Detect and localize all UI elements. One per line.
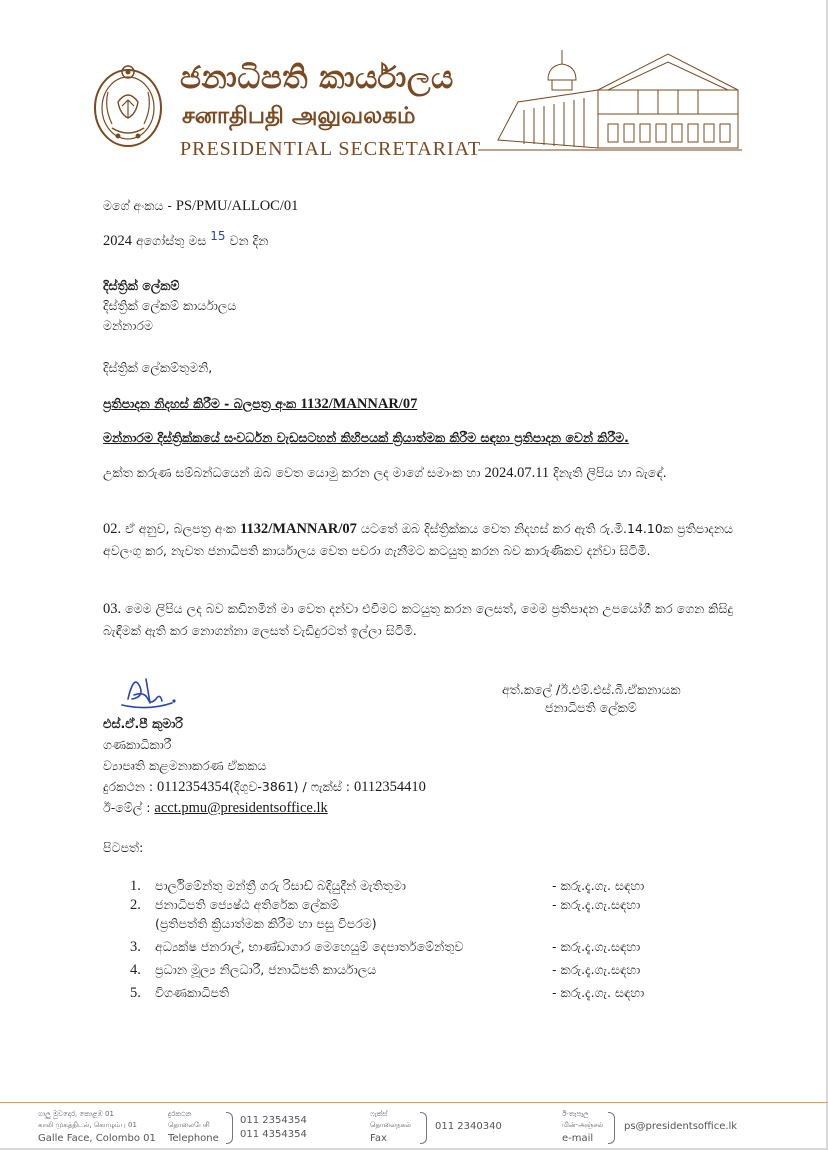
footer-mail-label-ta: மின்-அஞ்சல் [562,1121,604,1129]
footer-email[interactable]: ps@presidentsoffice.lk [624,1121,738,1132]
p1-date: 2024.07.11 [484,465,550,481]
p2-text-b: යටතේ ඔබ දිස්ත්‍රික්කය වෙත නිදහස් කර ඇති රු.මි. [356,521,628,536]
footer-fax-label-en: Fax [370,1133,387,1144]
phone-label: දුරකථන : [103,779,158,794]
footer-brace [420,1112,427,1144]
cc-number: 3. [130,939,141,955]
signatory-title: ගණකාධිකාරී [103,737,172,752]
footer-divider [0,1102,828,1103]
order-line-1: අත්.කලේ /ඊ.එම්.එස්.බී.ඒකනායක [502,682,681,697]
cc-recipient: ප්‍රධාන මූල්‍ය නිලධාරී, ජනාධිපති කාර්යාලය [155,962,377,977]
signatory-name: එස්.ඒ.පී කුමාරි [103,716,183,731]
phone-number: 0112354354 [157,779,229,795]
subject1-number: 1132/MANNAR/07 [300,396,418,412]
p2-amount: 14.10 [627,521,663,536]
footer-brace [226,1112,233,1144]
date-line [103,226,268,251]
cc-note: - කරු.දැ.ගැ. සඳහා [552,878,645,893]
footer-fax-label-si: ෆැක්ස් [370,1110,388,1118]
phone-extension: (දිගුව-3861) [229,779,299,794]
reference-line [103,196,298,216]
fax-label: / ෆැක්ස් : [298,779,354,794]
subject-line-1 [103,394,417,414]
footer-tel-2: 011 4354354 [240,1129,307,1140]
signatory-unit: ව්‍යාපෘති කළමනාකරණ ඒකකය [103,758,267,773]
date-year: 2024 [103,233,132,250]
p2-text-c: ක ප්‍රතිපාදනය අවලංගු කර, නැවත ජනාධිපති කාර්යාලය වෙත පවරා ගැනීමට කටයුතු කරන බව කාරුණිකව දන්වා සිටිමි. [103,521,733,558]
cc-recipient-detail: (ප්‍රතිපත්ති ක්‍රියාත්මක කිරීම හා පසු විපරම) [155,916,377,931]
footer-mail-label-en: e-mail [562,1133,594,1144]
footer-tel-1: 011 2354354 [240,1115,307,1126]
sri-lanka-emblem-icon [92,62,164,150]
signatory-contact [103,777,426,797]
date-suffix: වන දින [225,233,269,249]
paragraph-3 [103,598,733,642]
p2-permit-number: 1132/MANNAR/07 [240,521,357,537]
cc-recipient: පාර්ලිමේන්තු මන්ත්‍රී ගරු රිසාඩ් බදියුදීන් මැතිතුමා [155,878,406,893]
org-title-english: PRESIDENTIAL SECRETARIAT [180,138,482,160]
p2-text-a: ඒ අනුව, බලපත්‍ර අංක [121,521,241,536]
paragraph-2 [103,518,733,562]
p1-text-b: දිනැති ලිපිය හා බැඳේ. [549,465,667,480]
footer-fax-label-ta: தொலைநகல் [370,1121,411,1129]
cc-note: - කරු.දැ.ගැ.සඳහා [552,897,641,912]
date-month: අගෝස්තු මස [132,233,211,249]
footer-address-ta: காலி முகத்திடல், கொழும்பு 01 [38,1121,137,1129]
cc-note: - කරු.දැ.ගැ.සඳහා [552,939,641,954]
org-title-sinhala: ජනාධිපති කාර්යාලය [180,60,454,96]
p3-text: මෙම ලිපිය ලද බව කඩිනමින් මා වෙත දන්වා එවීමට කටයුතු කරන ලෙසත්, මෙම ප්‍රතිපාදන උපයෝගී කර ගෙන කිසිදු බැඳීමක් ඇති කර නොගන්නා ලෙසත් වැඩිදුරටත් ඉල්ලා සිටිමි. [103,601,733,638]
addressee-line3: මන්නාරම [103,318,153,333]
paragraph-1 [103,462,733,484]
cc-number: 4. [130,962,141,978]
date-day-handwritten: 15 [210,229,226,243]
reference-label: මගේ අංකය - [103,198,176,213]
footer-mail-label-si: ඊ-තැපෑල [562,1110,589,1118]
footer-address-en: Galle Face, Colombo 01 [38,1133,156,1144]
reference-number: PS/PMU/ALLOC/01 [175,198,299,214]
handwritten-signature [118,669,182,711]
p1-text-a: උක්ත කරුණ සම්බන්ධයෙන් ඔබ වෙත යොමු කරන ලද මාගේ සමාංක හා [103,465,485,480]
cc-number: 5. [130,985,141,1001]
salutation: දිස්ත්‍රික් ලේකම්තුමනි, [103,360,213,375]
cc-number: 2. [130,897,141,913]
footer-tel-label-en: Telephone [168,1133,219,1144]
cc-recipient: විගණකාධිපති [155,985,230,1000]
fax-number: 0112354410 [353,779,426,795]
footer-brace [608,1112,615,1144]
footer-fax-number: 011 2340340 [435,1121,502,1132]
cc-recipient: අධ්‍යක්ෂ ජනරාල්, භාණ්ඩාගාර මෙහෙයුම් දෙපාර්තමේන්තුව [155,939,464,954]
signatory-email-line [103,798,328,818]
cc-note: - කරු.දැ.ගැ.සඳහා [552,962,641,977]
addressee-line1: දිස්ත්‍රික් ලේකම් [103,278,180,293]
footer-address-si: ගාලු මුවදොර, කොළඹ 01 [38,1110,114,1118]
p3-number: 03. [103,601,122,617]
presidential-building-illustration [478,40,744,160]
subject1-prefix: ප්‍රතිපාදන නිදහස් කිරීම - බලපත්‍ර අංක [103,396,301,411]
cc-note: - කරු.දැ.ගැ. සඳහා [552,985,645,1000]
subject-line-2: මන්නාරම දිස්ත්‍රික්කයේ සංවර්ධන වැඩසටහන් කිහිපයක් ක්‍රියාත්මක කිරීම සඳහා ප්‍රතිපාදන වෙන් කිරීම. [103,430,629,445]
footer-tel-label-si: දුරකථන [168,1110,192,1118]
footer-tel-label-ta: தொலைபேசி [168,1121,210,1129]
p2-number: 02. [103,521,122,537]
cc-number: 1. [130,878,141,894]
copies-label: පිටපත්: [103,840,144,855]
order-line-2: ජනාධිපති ලේකම් [545,700,637,715]
email-label: ඊ-මේල් : [103,800,155,815]
cc-recipient: ජනාධිපති ජ්‍යෙෂ්ඨ අතිරේක ලේකම් [155,897,339,912]
email-link[interactable]: acct.pmu@presidentsoffice.lk [154,800,328,816]
org-title-tamil: சனாதிபதி அலுவலகம் [182,103,416,129]
addressee-line2: දිස්ත්‍රික් ලේකම් කාර්යාලය [103,298,237,313]
